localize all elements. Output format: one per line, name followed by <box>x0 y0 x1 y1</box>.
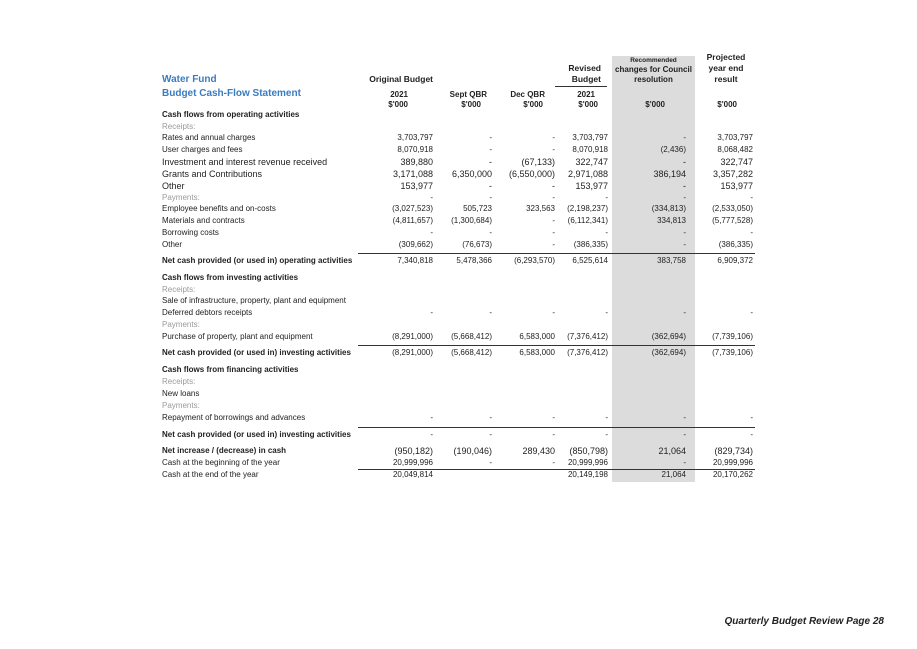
cell-value: 8,070,918 <box>572 145 608 154</box>
row-label: Net increase / (decrease) in cash <box>162 446 287 455</box>
cell-value: 322,747 <box>575 157 608 167</box>
cell-value: 3,357,282 <box>712 169 753 179</box>
row-label: Payments: <box>162 320 200 329</box>
cell-value: 289,430 <box>522 446 555 456</box>
row-label: Sale of infrastructure, property, plant and equipment <box>162 296 346 305</box>
row-label: Cash flows from investing activities <box>162 273 299 282</box>
row-label: Payments: <box>162 401 200 410</box>
row-label: Net cash provided (or used in) operating activities <box>162 256 353 265</box>
cell-value: - <box>683 430 686 439</box>
row-label: Rates and annual charges <box>162 133 256 142</box>
cell-value: (362,694) <box>651 332 686 341</box>
revised-header-rule <box>555 86 607 87</box>
table-row <box>0 110 917 122</box>
header-projected-line3: result <box>714 74 738 84</box>
cell-value: - <box>552 228 555 237</box>
cell-value: - <box>489 133 492 142</box>
cell-value: 20,049,814 <box>392 470 433 479</box>
table-row <box>0 413 917 425</box>
cell-value: - <box>552 413 555 422</box>
cell-value: (1,300,684) <box>451 216 492 225</box>
cell-value: (190,046) <box>453 446 492 456</box>
cell-value: - <box>605 430 608 439</box>
cell-value: 3,703,797 <box>397 133 433 142</box>
header-projected-line2: year end <box>708 63 744 73</box>
cell-value: 5,478,366 <box>456 256 492 265</box>
subheader-revised-year: 2021 <box>577 90 595 99</box>
row-label: Receipts: <box>162 122 196 131</box>
table-row <box>0 296 917 308</box>
cell-value: 6,909,372 <box>717 256 753 265</box>
subheader-sept-qbr: Sept QBR <box>449 90 487 99</box>
cell-value: 3,171,088 <box>392 169 433 179</box>
row-label: Grants and Contributions <box>162 169 263 179</box>
row-label: Net cash provided (or used in) investing activities <box>162 430 351 439</box>
cell-value: (386,335) <box>718 240 753 249</box>
table-row <box>0 256 917 268</box>
table-row <box>0 273 917 285</box>
cell-value: 20,149,198 <box>567 470 608 479</box>
cell-value: (8,291,000) <box>392 332 433 341</box>
cell-value: - <box>683 157 686 167</box>
row-label: Cash at the end of the year <box>162 470 259 479</box>
cell-value: 322,747 <box>720 157 753 167</box>
cell-value: 8,068,482 <box>717 145 753 154</box>
cell-value: (7,739,106) <box>712 332 753 341</box>
cell-value: - <box>750 430 753 439</box>
cell-value: - <box>605 308 608 317</box>
cell-value: (950,182) <box>394 446 433 456</box>
row-label: Investment and interest revenue received <box>162 157 328 167</box>
cell-value: - <box>683 133 686 142</box>
table-row <box>0 157 917 169</box>
cell-value: - <box>552 145 555 154</box>
row-label: Materials and contracts <box>162 216 245 225</box>
cell-value: - <box>683 193 686 202</box>
row-label: Other <box>162 181 185 191</box>
cell-value: - <box>683 413 686 422</box>
table-row <box>0 145 917 157</box>
cell-value: 3,703,797 <box>572 133 608 142</box>
statement-title: Budget Cash-Flow Statement <box>162 88 301 99</box>
cell-value: (6,550,000) <box>508 169 555 179</box>
cell-value: (362,694) <box>651 348 686 357</box>
row-label: Cash flows from operating activities <box>162 110 300 119</box>
row-label: Employee benefits and on-costs <box>162 204 276 213</box>
table-row <box>0 216 917 228</box>
cell-value: - <box>552 458 555 467</box>
cell-value: 6,350,000 <box>451 169 492 179</box>
cell-value: - <box>552 216 555 225</box>
row-label: Cash at the beginning of the year <box>162 458 280 467</box>
row-label: Deferred debtors receipts <box>162 308 253 317</box>
cell-value: 383,758 <box>657 256 686 265</box>
cell-value: (850,798) <box>569 446 608 456</box>
cell-value: 3,703,797 <box>717 133 753 142</box>
row-label: Receipts: <box>162 285 196 294</box>
table-row <box>0 308 917 320</box>
cell-value: - <box>750 228 753 237</box>
cell-value: - <box>552 308 555 317</box>
table-row <box>0 389 917 401</box>
table-row <box>0 470 917 482</box>
row-label: Borrowing costs <box>162 228 219 237</box>
cell-value: - <box>489 193 492 202</box>
cell-value: (2,533,050) <box>712 204 753 213</box>
cell-value: - <box>430 413 433 422</box>
table-row <box>0 446 917 458</box>
table-row <box>0 332 917 344</box>
cell-value: - <box>552 193 555 202</box>
cell-value: - <box>683 181 686 191</box>
cell-value: - <box>489 157 492 167</box>
subheader-dec-qbr: Dec QBR <box>510 90 545 99</box>
cell-value: (829,734) <box>714 446 753 456</box>
cell-value: 21,064 <box>658 446 686 456</box>
cell-value: 21,064 <box>661 470 686 479</box>
table-row <box>0 228 917 240</box>
cell-value: (4,811,657) <box>392 216 433 225</box>
cell-value: (5,777,528) <box>712 216 753 225</box>
row-label: Net cash provided (or used in) investing activities <box>162 348 351 357</box>
row-label: Receipts: <box>162 377 196 386</box>
cell-value: (5,668,412) <box>451 332 492 341</box>
cell-value: 386,194 <box>653 169 686 179</box>
row-label: User charges and fees <box>162 145 243 154</box>
operating-subtotal-rule <box>358 253 755 254</box>
cell-value: - <box>683 240 686 249</box>
header-recommended-line3: resolution <box>634 75 673 84</box>
cell-value: - <box>750 193 753 202</box>
cell-value: - <box>430 193 433 202</box>
cell-value: 6,525,614 <box>572 256 608 265</box>
cell-value: 20,999,996 <box>567 458 608 467</box>
table-row <box>0 320 917 332</box>
cash-end-rule <box>358 469 755 470</box>
cell-value: - <box>605 193 608 202</box>
cell-value: - <box>552 181 555 191</box>
subheader-recommended-unit: $'000 <box>645 100 665 109</box>
table-row <box>0 169 917 181</box>
cell-value: - <box>489 145 492 154</box>
cell-value: (67,133) <box>521 157 555 167</box>
investing-subtotal-rule <box>358 345 755 346</box>
cell-value: - <box>683 308 686 317</box>
cell-value: (386,335) <box>573 240 608 249</box>
cell-value: (7,376,412) <box>567 332 608 341</box>
table-row <box>0 204 917 216</box>
row-label: Purchase of property, plant and equipment <box>162 332 313 341</box>
cell-value: - <box>489 308 492 317</box>
cell-value: - <box>430 430 433 439</box>
row-label: Other <box>162 240 183 249</box>
table-row <box>0 348 917 360</box>
cell-value: 6,583,000 <box>519 348 555 357</box>
cell-value: (7,739,106) <box>712 348 753 357</box>
cell-value: (2,198,237) <box>567 204 608 213</box>
table-row <box>0 133 917 145</box>
cell-value: - <box>489 458 492 467</box>
header-projected-line1: Projected <box>706 52 746 62</box>
cell-value: - <box>489 430 492 439</box>
header-revised-line1: Revised <box>568 63 601 73</box>
cell-value: 153,977 <box>720 181 753 191</box>
cell-value: - <box>750 413 753 422</box>
financing-subtotal-rule <box>358 427 755 428</box>
fund-title: Water Fund <box>162 74 217 85</box>
cell-value: (6,112,341) <box>567 216 608 225</box>
table-row <box>0 181 917 193</box>
cell-value: 389,880 <box>400 157 433 167</box>
cell-value: 505,723 <box>463 204 492 213</box>
cell-value: (3,027,523) <box>392 204 433 213</box>
cell-value: (7,376,412) <box>567 348 608 357</box>
table-row <box>0 377 917 389</box>
cell-value: (309,662) <box>398 240 433 249</box>
subheader-original-unit: $'000 <box>388 100 408 109</box>
row-label: Repayment of borrowings and advances <box>162 413 306 422</box>
cell-value: (8,291,000) <box>392 348 433 357</box>
cell-value: - <box>489 181 492 191</box>
cell-value: - <box>552 240 555 249</box>
cell-value: (2,436) <box>660 145 686 154</box>
cell-value: 323,563 <box>526 204 555 213</box>
header-recommended-line1: Recommended <box>630 57 677 64</box>
table-row <box>0 365 917 377</box>
row-label: Cash flows from financing activities <box>162 365 299 374</box>
row-label: New loans <box>162 389 200 398</box>
cell-value: - <box>489 228 492 237</box>
cell-value: 153,977 <box>575 181 608 191</box>
cell-value: 20,170,262 <box>712 470 753 479</box>
cell-value: 6,583,000 <box>519 332 555 341</box>
cell-value: 7,340,818 <box>397 256 433 265</box>
cell-value: - <box>489 413 492 422</box>
cell-value: (6,293,570) <box>514 256 555 265</box>
subheader-projected-unit: $'000 <box>717 100 737 109</box>
cell-value: 20,999,996 <box>392 458 433 467</box>
cell-value: - <box>750 308 753 317</box>
cell-value: - <box>683 458 686 467</box>
cell-value: - <box>605 413 608 422</box>
cell-value: - <box>683 228 686 237</box>
cell-value: - <box>605 228 608 237</box>
subheader-dec-unit: $'000 <box>523 100 543 109</box>
cell-value: - <box>430 308 433 317</box>
cell-value: 153,977 <box>400 181 433 191</box>
subheader-original-year: 2021 <box>390 90 408 99</box>
header-original-budget: Original Budget <box>369 74 433 84</box>
table-row <box>0 401 917 413</box>
cell-value: - <box>552 430 555 439</box>
subheader-sept-unit: $'000 <box>461 100 481 109</box>
cell-value: (76,673) <box>462 240 492 249</box>
cell-value: 2,971,088 <box>567 169 608 179</box>
cell-value: 8,070,918 <box>397 145 433 154</box>
subheader-revised-unit: $'000 <box>578 100 598 109</box>
cell-value: (334,813) <box>651 204 686 213</box>
table-row <box>0 240 917 252</box>
cell-value: (5,668,412) <box>451 348 492 357</box>
cell-value: - <box>430 228 433 237</box>
cell-value: 334,813 <box>657 216 686 225</box>
row-label: Payments: <box>162 193 200 202</box>
header-revised-line2: Budget <box>571 74 601 84</box>
cell-value: - <box>552 133 555 142</box>
page-footer: Quarterly Budget Review Page 28 <box>724 616 884 627</box>
table-row <box>0 430 917 442</box>
header-recommended-line2: changes for Council <box>615 65 692 74</box>
cell-value: 20,999,996 <box>712 458 753 467</box>
